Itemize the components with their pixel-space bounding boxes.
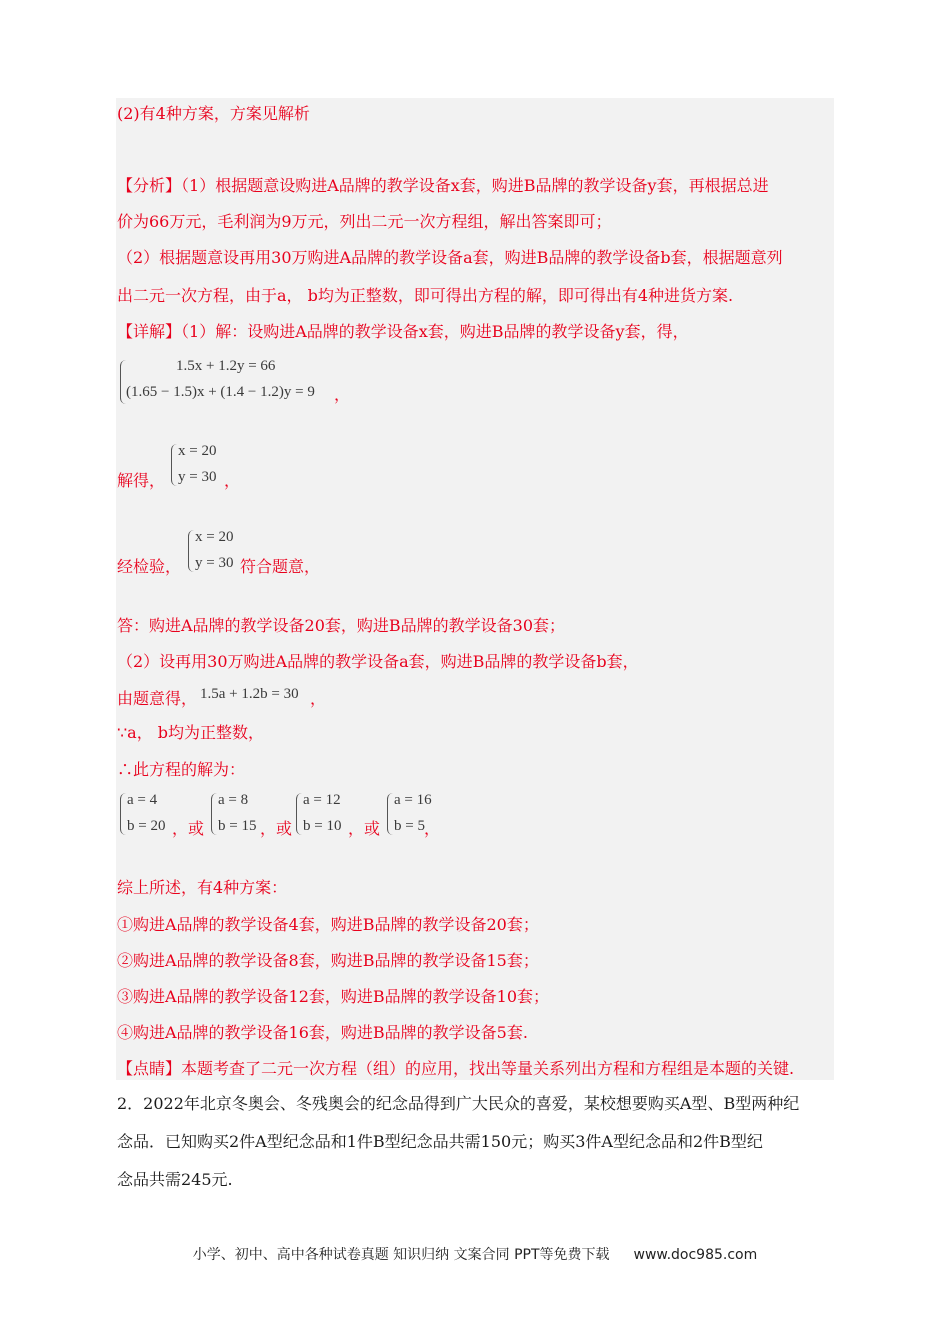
solution-1-brace (120, 793, 126, 835)
solution-1-a: a = 4 (127, 792, 158, 808)
plan-2: ②购进A品牌的教学设备8套，购进B品牌的教学设备15套； (117, 951, 539, 970)
summary-line: 综上所述，有4种方案： (117, 878, 288, 897)
solution-brace (171, 444, 177, 486)
detail-tag: 【详解】 (117, 322, 182, 341)
solution-4-brace (387, 793, 393, 835)
footer-link[interactable]: www.doc985.com (633, 1247, 758, 1263)
plan-4: ④购进A品牌的教学设备16套，购进B品牌的教学设备5套. (117, 1023, 528, 1042)
solution-4-b: b = 5 (394, 818, 425, 834)
answer-part2: (2)有4种方案，方案见解析 (117, 104, 310, 123)
or-3: ，或 (348, 819, 381, 838)
solution-3-b: b = 10 (303, 818, 342, 834)
or-1: ，或 (172, 819, 205, 838)
equation-2: 1.5a + 1.2b = 30 (200, 686, 299, 702)
solution-1-b: b = 20 (127, 818, 166, 834)
comma: ， (310, 689, 327, 708)
equation-1a: 1.5x + 1.2y = 66 (176, 358, 276, 374)
page-footer (0, 1244, 950, 1264)
solution-4-a: a = 16 (394, 792, 432, 808)
answer-1: 答：购进A品牌的教学设备20套，购进B品牌的教学设备30套； (117, 616, 566, 635)
check-x: x = 20 (195, 529, 234, 545)
footer-text: 小学、初中、高中各种试卷真题 知识归纳 文案合同 PPT等免费下载 (192, 1247, 610, 1263)
solved-label: 解得， (117, 471, 166, 490)
analysis-line-2: 价为66万元，毛利润为9万元，列出二元一次方程组，解出答案即可； (117, 212, 612, 231)
analysis-tag: 【分析】 (117, 176, 182, 195)
or-2: ，或 (260, 819, 293, 838)
solution-3-a: a = 12 (303, 792, 341, 808)
comma: ， (224, 471, 241, 490)
plan-1: ①购进A品牌的教学设备4套，购进B品牌的教学设备20套； (117, 915, 539, 934)
solution-3-brace (296, 793, 302, 835)
question-2-line-2: 念品．已知购买2件A型纪念品和1件B型纪念品共需150元；购买3件A型纪念品和2件B型纪 (117, 1132, 763, 1151)
check-brace (188, 530, 194, 572)
solution-2-brace (211, 793, 217, 835)
question-2-line-3: 念品共需245元. (117, 1170, 233, 1189)
plan-3: ③购进A品牌的教学设备12套，购进B品牌的教学设备10套； (117, 987, 550, 1006)
solution-x: x = 20 (178, 443, 217, 459)
comment-line: 【点睛】本题考查了二元一次方程（组）的应用，找出等量关系列出方程和方程组是本题的关键. (117, 1059, 795, 1078)
comma: ， (334, 385, 351, 404)
comment-tag: 【点睛】 (117, 1059, 182, 1078)
check-suffix: 符合题意， (240, 557, 321, 576)
detail-line-1: 【详解】（1）解：设购进A品牌的教学设备x套，购进B品牌的教学设备y套，得， (117, 322, 689, 341)
part2-line: （2）设再用30万购进A品牌的教学设备a套，购进B品牌的教学设备b套， (117, 652, 639, 671)
equation-1b: (1.65 − 1.5)x + (1.4 − 1.2)y = 9 (126, 384, 315, 400)
solution-2-b: b = 15 (218, 818, 257, 834)
from-problem-label: 由题意得， (117, 689, 198, 708)
analysis-line-3: （2）根据题意设再用30万购进A品牌的教学设备a套，购进B品牌的教学设备b套，根据题意列 (117, 248, 783, 267)
analysis-line-4: 出二元一次方程，由于a， b均为正整数，即可得出方程的解，即可得出有4种进货方案. (117, 286, 734, 305)
solution-2-a: a = 8 (218, 792, 249, 808)
check-label: 经检验， (117, 557, 182, 576)
therefore-line: ∴此方程的解为： (117, 760, 246, 779)
question-2-line-1: 2．2022年北京冬奥会、冬残奥会的纪念品得到广大民众的喜爱，某校想要购买A型、B型两种纪 (117, 1094, 800, 1113)
because-line: ∵a， b均为正整数， (117, 723, 265, 742)
solution-y: y = 30 (178, 469, 217, 485)
check-y: y = 30 (195, 555, 234, 571)
analysis-line-1: 【分析】（1）根据题意设购进A品牌的教学设备x套，购进B品牌的教学设备y套，再根据总进 (117, 176, 769, 195)
comma: ， (424, 819, 441, 838)
